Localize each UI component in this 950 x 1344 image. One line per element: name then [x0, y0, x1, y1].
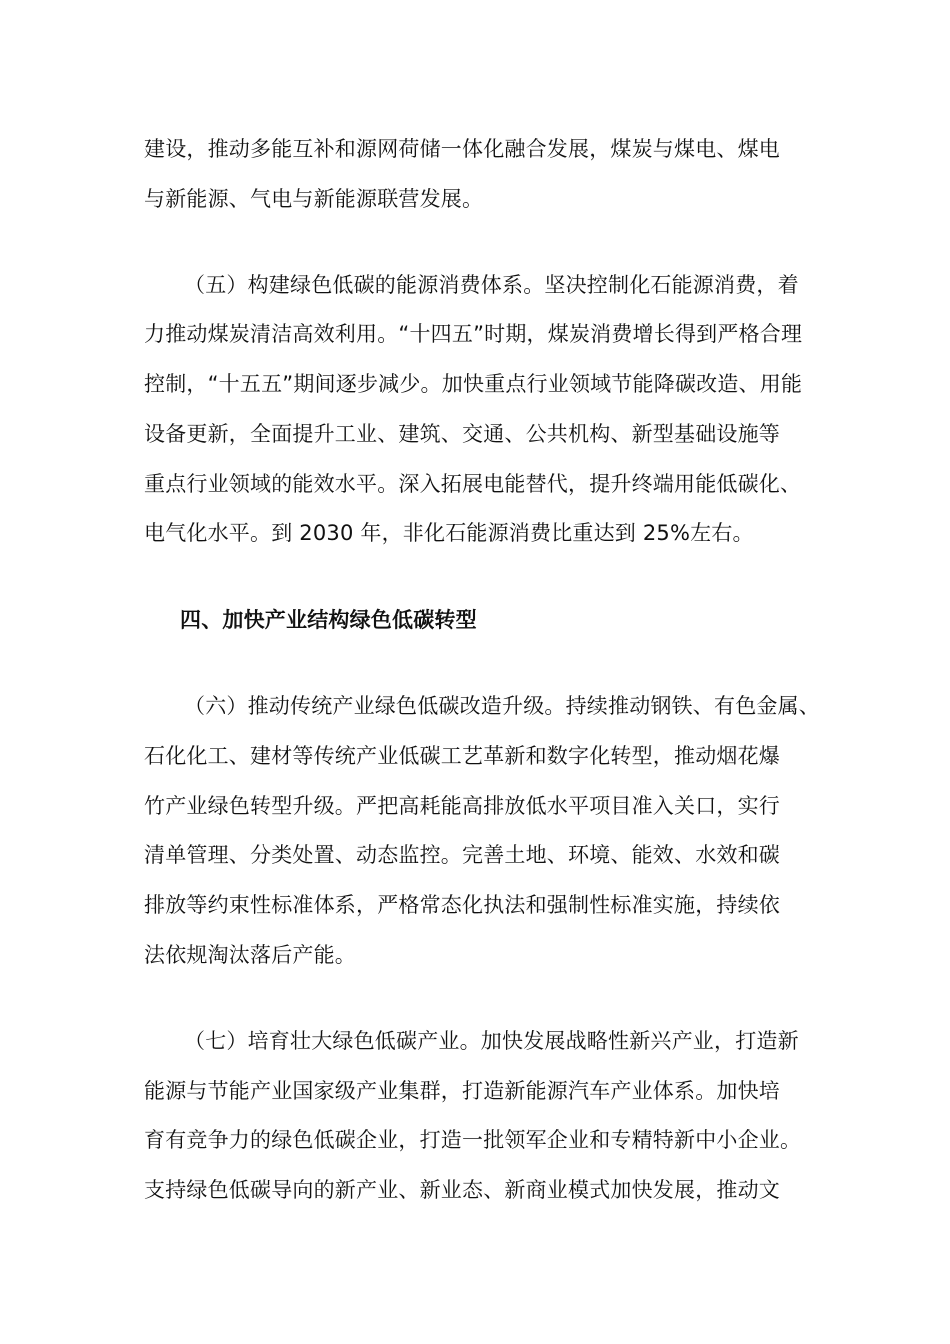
paragraph-line: 重点行业领域的能效水平。深入拓展电能替代，提升终端用能低碳化、 — [144, 472, 802, 496]
paragraph-line: 建设，推动多能互补和源网荷储一体化融合发展，煤炭与煤电、煤电 — [144, 137, 780, 161]
paragraph-line: 控制，“十五五”期间逐步减少。加快重点行业领域节能降碳改造、用能 — [144, 372, 803, 396]
section-heading: 四、加快产业结构绿色低碳转型 — [180, 608, 477, 632]
paragraph-line: 电气化水平。到 2030 年，非化石能源消费比重达到 25%左右。 — [144, 521, 754, 545]
paragraph-line: 清单管理、分类处置、动态监控。完善土地、环境、能效、水效和碳 — [144, 843, 780, 867]
paragraph-line: 支持绿色低碳导向的新产业、新业态、新商业模式加快发展，推动文 — [144, 1178, 780, 1202]
paragraph-line: （六）推动传统产业绿色低碳改造升级。持续推动钢铁、有色金属、 — [184, 694, 820, 718]
paragraph-line: 竹产业绿色转型升级。严把高耗能高排放低水平项目准入关口，实行 — [144, 794, 780, 818]
paragraph-line: （五）构建绿色低碳的能源消费体系。坚决控制化石能源消费，着 — [184, 273, 799, 297]
paragraph-line: 育有竞争力的绿色低碳企业，打造一批领军企业和专精特新中小企业。 — [144, 1128, 802, 1152]
paragraph-line: 能源与节能产业国家级产业集群，打造新能源汽车产业体系。加快培 — [144, 1079, 780, 1103]
paragraph-line: 排放等约束性标准体系，严格常态化执法和强制性标准实施，持续依 — [144, 893, 780, 917]
paragraph-line: （七）培育壮大绿色低碳产业。加快发展战略性新兴产业，打造新 — [184, 1029, 799, 1053]
paragraph-line: 与新能源、气电与新能源联营发展。 — [144, 187, 484, 211]
paragraph-line: 设备更新，全面提升工业、建筑、交通、公共机构、新型基础设施等 — [144, 422, 780, 446]
paragraph-line: 力推动煤炭清洁高效利用。“十四五”时期，煤炭消费增长得到严格合理 — [144, 322, 803, 346]
paragraph-line: 法依规淘汰落后产能。 — [144, 943, 356, 967]
paragraph-line: 石化化工、建材等传统产业低碳工艺革新和数字化转型，推动烟花爆 — [144, 744, 780, 768]
